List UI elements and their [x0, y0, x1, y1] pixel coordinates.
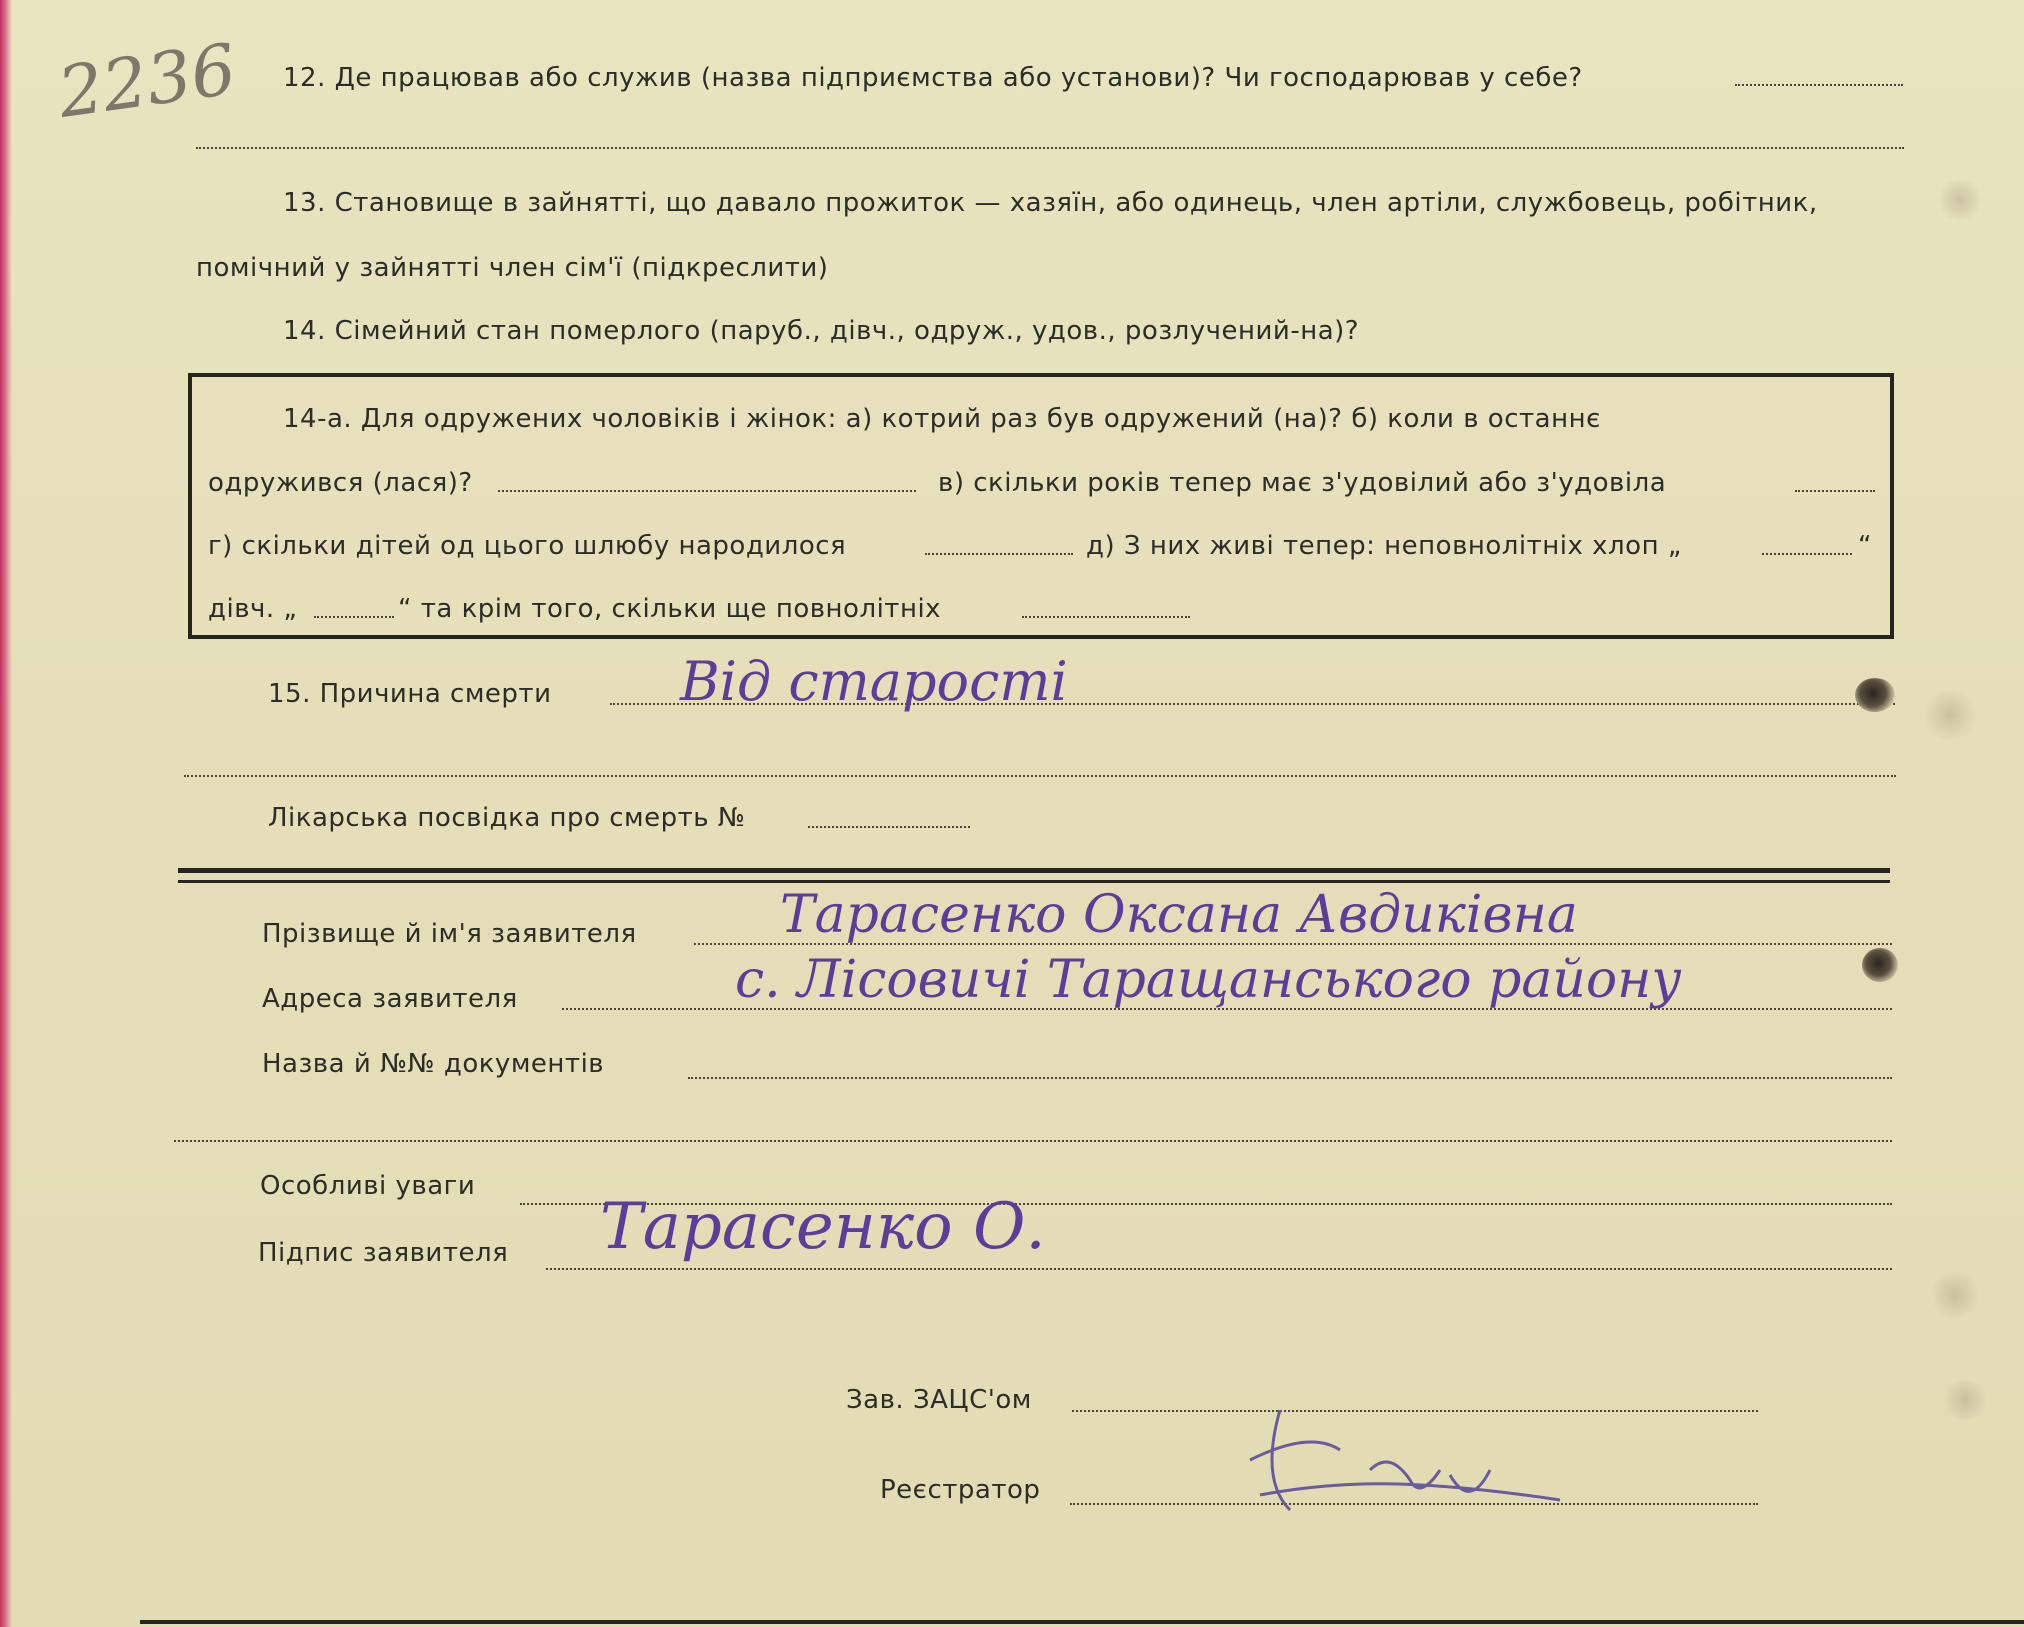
question-14a-children-born-line: [925, 553, 1073, 555]
section-divider-top: [178, 868, 1890, 873]
question-15-line-2: [184, 775, 1896, 777]
paper-damage-1: [1935, 180, 1985, 220]
question-14a-line-3a: г) скільки дітей од цього шлюбу народилося: [208, 531, 847, 561]
question-14-label: 14. Сімейний стан померлого (паруб., дівч., одруж., удов., розлучений-на)?: [283, 316, 1360, 346]
question-13-line-2: помічний у зайнятті член сім'ї (підкреслити): [196, 253, 829, 283]
question-14a-married-date-line: [498, 490, 916, 492]
medical-certificate-line: [808, 826, 970, 828]
question-14a-line-1: 14-а. Для одружених чоловіків і жінок: а) котрий раз був одружений (на)? б) коли в останнє: [283, 404, 1601, 434]
question-12-label: 12. Де працював або служив (назва підприємства або установи)? Чи господарював у себе?: [283, 63, 1583, 93]
registrar-label: Реєстратор: [880, 1475, 1041, 1505]
paper-damage-2: [1920, 690, 1980, 740]
question-15-label: 15. Причина смерти: [268, 679, 552, 709]
question-14a-line-3c: “: [1858, 531, 1872, 561]
question-14a-minor-boys-line: [1762, 553, 1852, 555]
special-notes-label: Особливі уваги: [260, 1171, 476, 1201]
cause-of-death-handwritten: Від старості: [680, 650, 1068, 713]
question-14a-line-3b: д) З них живі тепер: неповнолітніх хлоп „: [1086, 531, 1682, 561]
question-14a-widowed-years-line: [1795, 490, 1875, 492]
section-divider-bottom: [178, 880, 1890, 883]
question-14a-line-2a: одружився (лася)?: [208, 468, 473, 498]
question-14a-line-4a: дівч. „: [208, 594, 298, 624]
archive-number: 2236: [53, 28, 241, 134]
documents-line-1: [688, 1077, 1892, 1079]
applicant-address-label: Адреса заявителя: [262, 984, 518, 1014]
applicant-signature-handwritten: Тарасенко О.: [600, 1190, 1046, 1264]
applicant-address-handwritten: с. Лісовичі Таращанського району: [735, 950, 1682, 1010]
question-13-line-1: 13. Становище в зайнятті, що давало прожиток — хазяїн, або одинець, член артіли, службовець, робітник,: [283, 188, 1818, 218]
page-bottom-rule: [140, 1620, 2024, 1624]
punch-hole-1: [1855, 678, 1895, 712]
applicant-name-label: Прізвище й ім'я заявителя: [262, 919, 637, 949]
documents-line-2: [174, 1140, 1892, 1142]
applicant-name-handwritten: Тарасенко Оксана Авдиківна: [780, 885, 1578, 945]
question-14a-adults-line: [1022, 616, 1190, 618]
paper-damage-3: [1930, 1270, 1980, 1320]
zags-head-label: Зав. ЗАЦС'ом: [846, 1385, 1032, 1415]
question-12-line-1: [1735, 84, 1903, 86]
medical-certificate-label: Лікарська посвідка про смерть №: [268, 803, 746, 833]
question-14a-line-4b: “ та крім того, скільки ще повнолітніх: [398, 594, 942, 624]
page-edge-stain: [0, 0, 12, 1627]
punch-hole-2: [1862, 948, 1898, 982]
applicant-signature-label: Підпис заявителя: [258, 1238, 509, 1268]
documents-label: Назва й №№ документів: [262, 1049, 605, 1079]
paper-damage-4: [1940, 1380, 1990, 1420]
question-12-line-2: [196, 147, 1904, 149]
applicant-signature-line: [546, 1268, 1892, 1270]
question-14a-minor-girls-line: [314, 616, 394, 618]
question-14a-line-2b: в) скільки років тепер має з'удовілий або з'удовіла: [938, 468, 1667, 498]
registrar-signature-scribble: [1220, 1390, 1580, 1540]
